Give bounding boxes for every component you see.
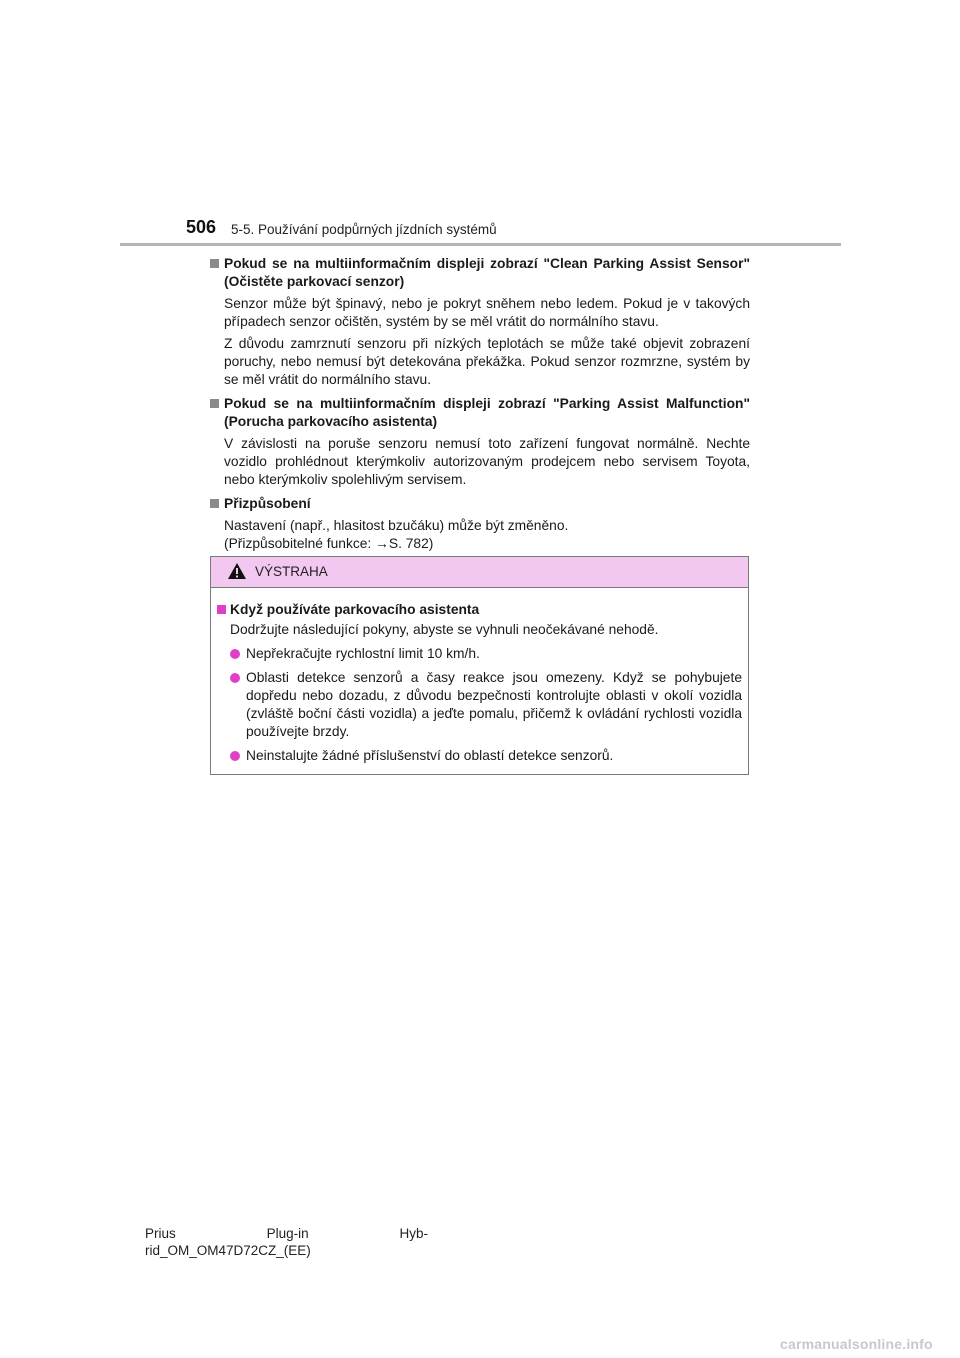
footer-document-code: rid_OM_OM47D72CZ_(EE) bbox=[145, 1243, 311, 1258]
warning-bullet: Nepřekračujte rychlostní limit 10 km/h. bbox=[217, 645, 742, 663]
footer-part: Plug-in bbox=[266, 1226, 309, 1241]
footer-part: Prius bbox=[145, 1226, 176, 1241]
section-heading: Přizpůsobení bbox=[210, 495, 750, 513]
paragraph: Z důvodu zamrznutí senzoru při nízkých teplotách se může také objevit zobrazení poruchy, nebo nemusí být detekována překážka. Pokud senzor rozmrzne, systém by se měl vrátit do normálního stavu. bbox=[224, 336, 750, 387]
page-number: 506 bbox=[186, 217, 217, 237]
page-header bbox=[0, 0, 960, 250]
warning-heading: Když používáte parkovacího asistenta bbox=[217, 601, 742, 619]
square-bullet-icon bbox=[210, 399, 219, 408]
square-bullet-icon bbox=[210, 499, 219, 508]
section-heading: Pokud se na multiinformačním displeji zobrazí "Parking Assist Malfunction" (Porucha parkovacího asistenta) bbox=[210, 395, 750, 431]
section-heading: Pokud se na multiinformačním displeji zobrazí "Clean Parking Assist Sensor" (Očistěte parkovací senzor) bbox=[210, 255, 750, 291]
section-customization bbox=[210, 495, 750, 553]
warning-title: VÝSTRAHA bbox=[255, 564, 328, 579]
section-malfunction bbox=[210, 395, 750, 489]
warning-intro: Dodržujte následující pokyny, abyste se vyhnuli neočekávané nehodě. bbox=[230, 622, 659, 637]
header-divider bbox=[120, 243, 841, 246]
section-title: 5-5. Používání podpůrných jízdních systémů bbox=[231, 222, 497, 237]
warning-body bbox=[211, 588, 748, 765]
paragraph: Nastavení (např., hlasitost bzučáku) může být změněno. bbox=[224, 518, 569, 533]
paragraph: V závislosti na poruše senzoru nemusí toto zařízení fungovat normálně. Nechte vozidlo prohlédnout kterýmkoliv autorizovaným prodejcem nebo servisem Toyota, nebo kterýmkoliv spolehlivým servisem. bbox=[224, 436, 750, 487]
warning-bullet: Oblasti detekce senzorů a časy reakce jsou omezeny. Když se pohybujete dopředu nebo dozadu, z důvodu bezpečnosti kontrolujte oblasti v okolí vozidla (zvláště boční části vozidla) a jeďte pomalu, přičemž k ovládání rychlosti vozidla používejte brzdy. bbox=[217, 669, 742, 741]
section-clean-sensor bbox=[210, 255, 750, 389]
circle-bullet-icon bbox=[230, 649, 240, 659]
warning-box bbox=[210, 556, 749, 775]
warning-triangle-icon bbox=[227, 562, 247, 580]
watermark: carmanualsonline.info bbox=[780, 1336, 933, 1352]
circle-bullet-icon bbox=[230, 751, 240, 761]
footer-part: Hyb- bbox=[399, 1226, 428, 1241]
paragraph: Senzor může být špinavý, nebo je pokryt sněhem nebo ledem. Pokud je v takových případech senzor očištěn, systém by se měl vrátit do normálního stavu. bbox=[224, 296, 750, 329]
square-bullet-icon bbox=[210, 259, 219, 268]
footer-model bbox=[145, 1226, 428, 1241]
page-reference-link[interactable]: (Přizpůsobitelné funkce: →S. 782) bbox=[224, 536, 434, 551]
circle-bullet-icon bbox=[230, 673, 240, 683]
warning-bullet: Neinstalujte žádné příslušenství do oblastí detekce senzorů. bbox=[217, 747, 742, 765]
warning-header bbox=[211, 557, 748, 588]
main-content bbox=[210, 255, 750, 559]
square-bullet-icon bbox=[217, 605, 226, 614]
